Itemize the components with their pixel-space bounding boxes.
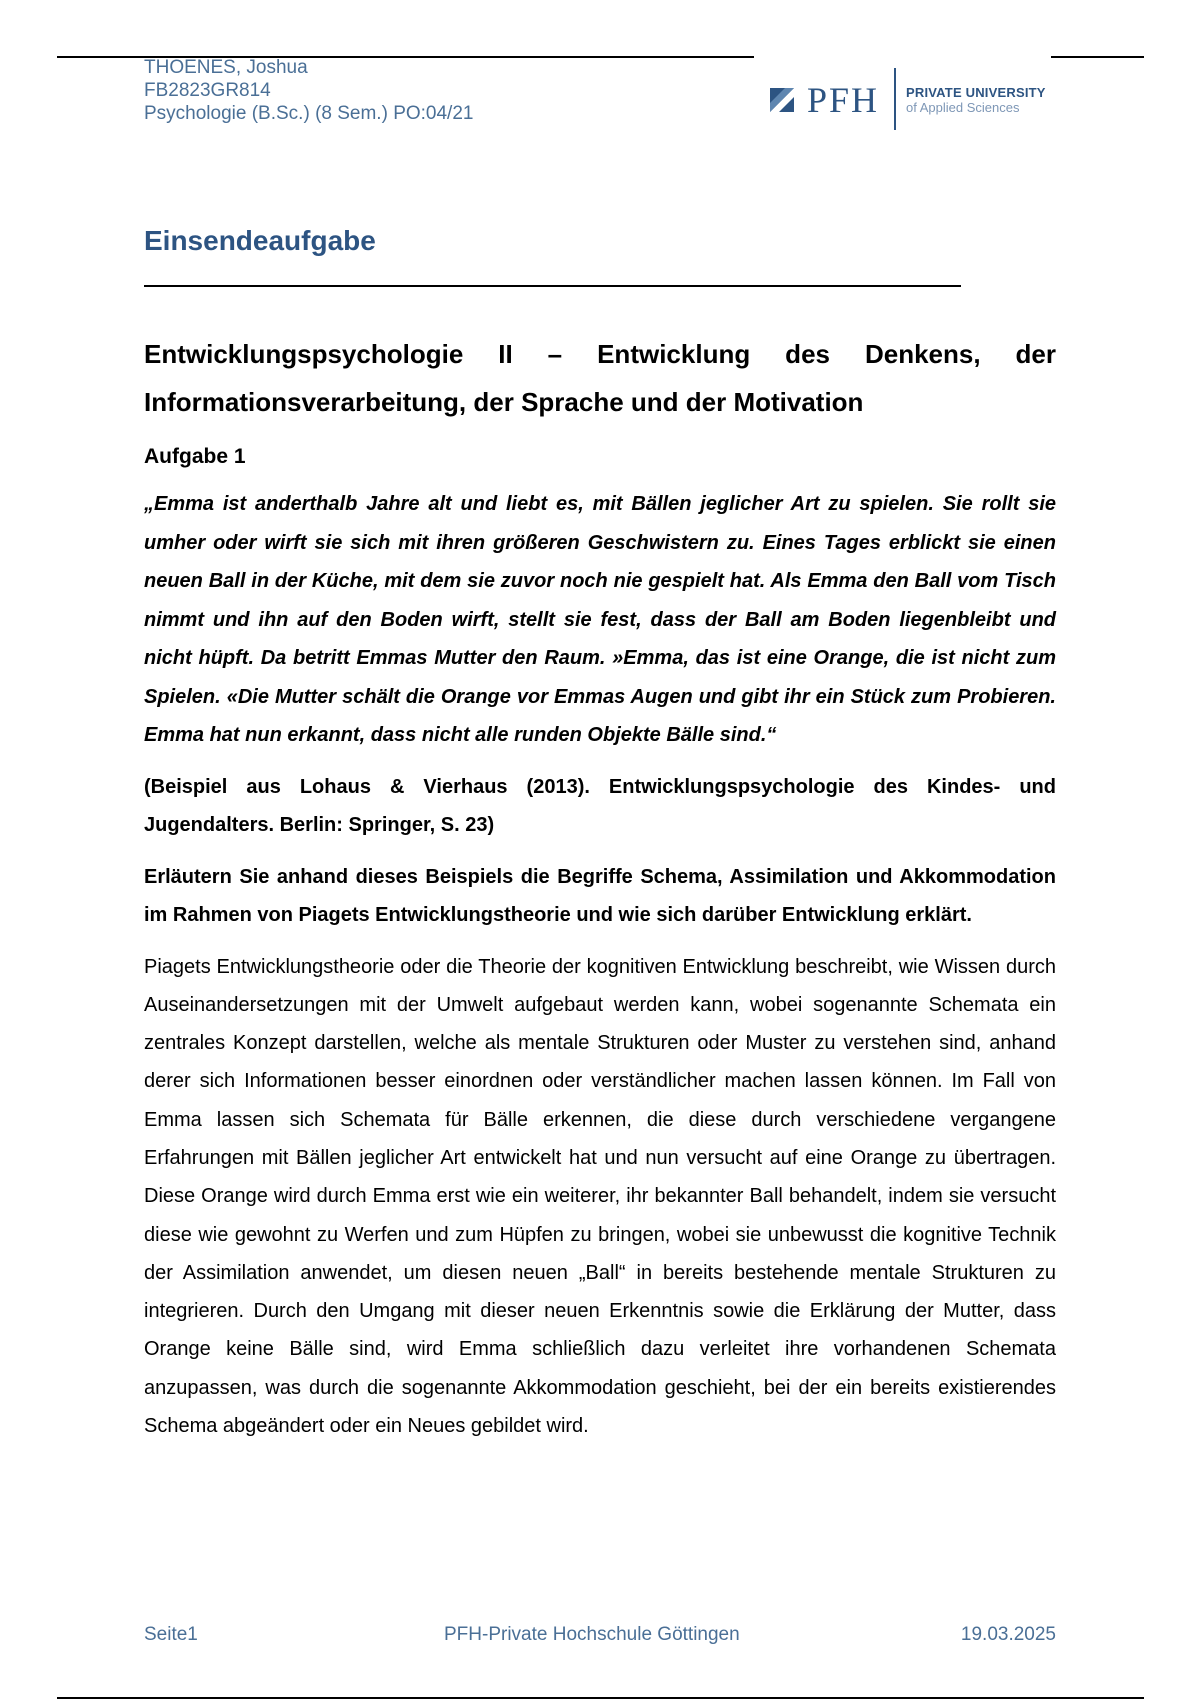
- document-body: [144, 330, 1056, 1445]
- logo-line-2: of Applied Sciences: [906, 100, 1020, 115]
- logo-divider: [894, 68, 896, 130]
- logo-acronym: PFH: [807, 80, 880, 120]
- answer-paragraph: Piagets Entwicklungstheorie oder die Theorie der kognitiven Entwicklung beschreibt, wie Wissen durch Auseinandersetzungen mit der Umwelt aufgebaut werden kann, wobei sogenannte Schemata ein zentrales Konzept darstellen, welche als mentale Strukturen oder Muster zu verstehen sind, anhand derer sich Informationen besser einordnen oder verständlicher machen lassen können. Im Fall von Emma lassen sich Schemata für Bälle erkennen, die diese durch verschiedene vergangene Erfahrungen mit Bällen jeglicher Art entwickelt hat und nun versucht auf eine Orange zu übertragen. Diese Orange wird durch Emma erst wie ein weiterer, ihr bekannter Ball behandelt, indem sie versucht diese wie gewohnt zu Werfen und zum Hüpfen zu bringen, wobei sie unbewusst die kognitive Technik der Assimilation anwendet, um diesen neuen „Ball“ in bereits bestehende mentale Strukturen zu integrieren. Durch den Umgang mit dieser neuen Erkenntnis sowie die Erklärung der Mutter, dass Orange keine Bälle sind, wird Emma schließlich dazu verleitet ihre vorhandenen Schemata anzupassen, was durch die sogenannte Akkommodation geschieht, bei der ein bereits existierendes Schema abgeändert oder ein Neues gebildet wird.: [144, 955, 1056, 1438]
- pfh-logo: [770, 68, 1046, 132]
- study-program: Psychologie (B.Sc.) (8 Sem.) PO:04/21: [144, 103, 474, 124]
- footer-rule: [57, 1697, 1144, 1699]
- logo-line-1: PRIVATE UNIVERSITY: [906, 85, 1046, 100]
- case-example-quote: „Emma ist anderthalb Jahre alt und liebt es, mit Bällen jeglicher Art zu spielen. Sie rollt sie umher oder wirft sie sich mit ihren größeren Geschwistern zu. Eines Tages erblickt sie einen neuen Ball in der Küche, mit dem sie zuvor noch nie gespielt hat. Als Emma den Ball vom Tisch nimmt und ihn auf den Boden wirft, stellt sie fest, dass der Ball am Boden liegenbleibt und nicht hüpft. Da betritt Emmas Mutter den Raum. »Emma, das ist eine Orange, die ist nicht zum Spielen. «Die Mutter schält die Orange vor Emmas Augen und gibt ihr ein Stück zum Probieren. Emma hat nun erkannt, dass nicht alle runden Objekte Bälle sind.“: [144, 493, 1056, 746]
- pfh-logo-mark-icon: [770, 88, 794, 112]
- page-number: Seite1: [144, 1624, 198, 1645]
- header-rule-right: [1051, 56, 1144, 58]
- task-instruction: Erläutern Sie anhand dieses Beispiels die Begriffe Schema, Assimilation und Akkommodation im Rahmen von Piagets Entwicklungstheorie und wie sich darüber Entwicklung erklärt.: [144, 865, 1056, 926]
- quote-source: (Beispiel aus Lohaus & Vierhaus (2013). Entwicklungspsychologie des Kindes- und Jugendalters. Berlin: Springer, S. 23): [144, 775, 1056, 836]
- title-underline: [144, 285, 961, 287]
- course-title: Entwicklungspsychologie II – Entwicklung des Denkens, der Informationsverarbeitung, der Sprache und der Motivation: [144, 339, 1056, 417]
- task-heading: Aufgabe 1: [144, 445, 246, 468]
- student-info: [144, 56, 473, 125]
- footer-date: 19.03.2025: [960, 1624, 1056, 1645]
- student-name: THOENES, Joshua: [144, 57, 308, 78]
- student-id: FB2823GR814: [144, 80, 271, 101]
- document-type-title: Einsendeaufgabe: [144, 225, 376, 256]
- footer-institution: PFH-Private Hochschule Göttingen: [444, 1624, 740, 1645]
